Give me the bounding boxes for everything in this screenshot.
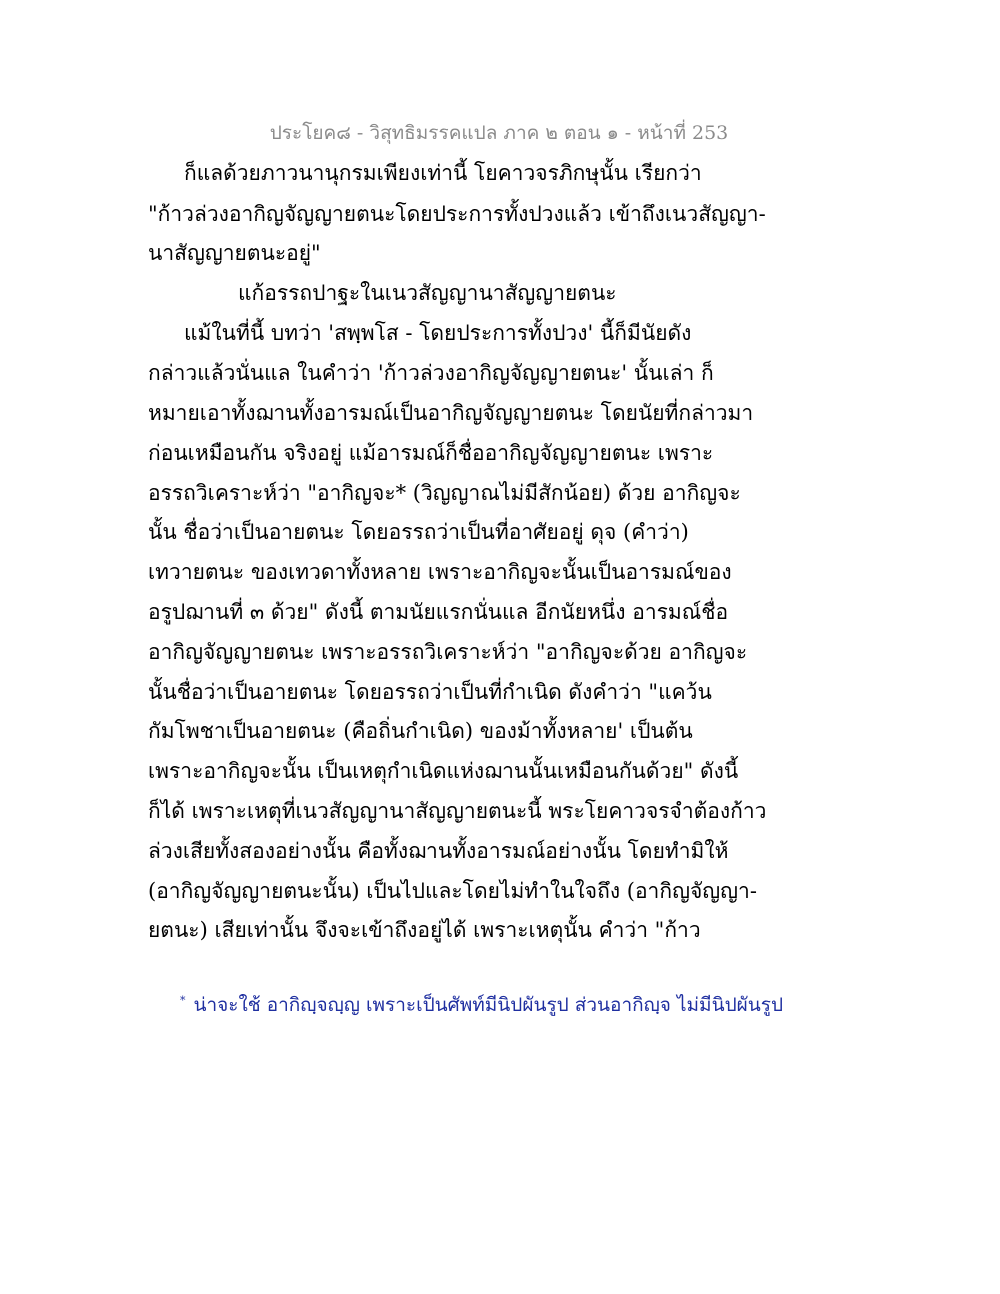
text-line-11: เทวายตนะ ของเทวดาทั้งหลาย เพราะอากิญจะนั้นเป็นอารมณ์ของ bbox=[148, 560, 732, 584]
text-line-5: แม้ในที่นี้ บทว่า 'สพฺพโส - โดยประการทั้งปวง' นี้ก็มีนัยดัง bbox=[184, 321, 692, 345]
text-line-2: "ก้าวล่วงอากิญจัญญายตนะโดยประการทั้งปวงแล้ว เข้าถึงเนวสัญญา- bbox=[148, 202, 766, 226]
text-line-10: นั้น ชื่อว่าเป็นอายตนะ โดยอรรถว่าเป็นที่อาศัยอยู่ ดุจ (คำว่า) bbox=[148, 520, 689, 544]
text-line-1: ก็แลด้วยภาวนานุกรมเพียงเท่านี้ โยคาวจรภิกษุนั้น เรียกว่า bbox=[184, 161, 702, 185]
text-line-12: อรูปฌานที่ ๓ ด้วย" ดังนี้ ตามนัยแรกนั่นแล อีกนัยหนึ่ง อารมณ์ชื่อ bbox=[148, 600, 729, 624]
text-line-7: หมายเอาทั้งฌานทั้งอารมณ์เป็นอากิญจัญญายตนะ โดยนัยที่กล่าวมา bbox=[148, 401, 754, 425]
text-line-17: ก็ได้ เพราะเหตุที่เนวสัญญานาสัญญายตนะนี้ พระโยคาวจรจำต้องก้าว bbox=[148, 799, 767, 823]
section-heading: แก้อรรถปาฐะในเนวสัญญานาสัญญายตนะ bbox=[238, 281, 617, 305]
text-line-6: กล่าวแล้วนั่นแล ในคำว่า 'ก้าวล่วงอากิญจัญญายตนะ' นั้นเล่า ก็ bbox=[148, 361, 714, 385]
page-header-text: ประโยค๘ - วิสุทธิมรรคแปล ภาค ๒ ตอน ๑ - หน้าที่ 253 bbox=[269, 122, 729, 144]
text-line-3: นาสัญญายตนะอยู่" bbox=[148, 241, 321, 265]
text-line-16: เพราะอากิญจะนั้น เป็นเหตุกำเนิดแห่งฌานนั้นเหมือนกันด้วย" ดังนี้ bbox=[148, 759, 739, 783]
text-line-9: อรรถวิเคราะห์ว่า "อากิญจะ* (วิญญาณไม่มีสักน้อย) ด้วย อากิญจะ bbox=[148, 481, 741, 505]
footnote bbox=[180, 990, 783, 1020]
text-line-14: นั้นชื่อว่าเป็นอายตนะ โดยอรรถว่าเป็นที่กำเนิด ดังคำว่า "แคว้น bbox=[148, 680, 712, 704]
footnote-marker: * bbox=[180, 993, 186, 1007]
text-line-18: ล่วงเสียทั้งสองอย่างนั้น คือทั้งฌานทั้งอารมณ์อย่างนั้น โดยทำมิให้ bbox=[148, 839, 729, 863]
text-line-19: (อากิญจัญญายตนะนั้น) เป็นไปและโดยไม่ทำในใจถึง (อากิญจัญญา- bbox=[148, 879, 757, 903]
text-line-13: อากิญจัญญายตนะ เพราะอรรถวิเคราะห์ว่า "อากิญจะด้วย อากิญจะ bbox=[148, 640, 748, 664]
footnote-text: น่าจะใช้ อากิญฺจญฺญ เพราะเป็นศัพท์มีนิปผันรูป ส่วนอากิญฺจ ไม่มีนิปผันรูป bbox=[193, 994, 784, 1016]
text-line-8: ก่อนเหมือนกัน จริงอยู่ แม้อารมณ์ก็ชื่ออากิญจัญญายตนะ เพราะ bbox=[148, 441, 714, 465]
text-line-15: กัมโพชาเป็นอายตนะ (คือถิ่นกำเนิด) ของม้าทั้งหลาย' เป็นต้น bbox=[148, 719, 693, 743]
text-line-20: ยตนะ) เสียเท่านั้น จึงจะเข้าถึงอยู่ได้ เพราะเหตุนั้น คำว่า "ก้าว bbox=[148, 918, 701, 942]
page-header bbox=[0, 118, 1000, 148]
